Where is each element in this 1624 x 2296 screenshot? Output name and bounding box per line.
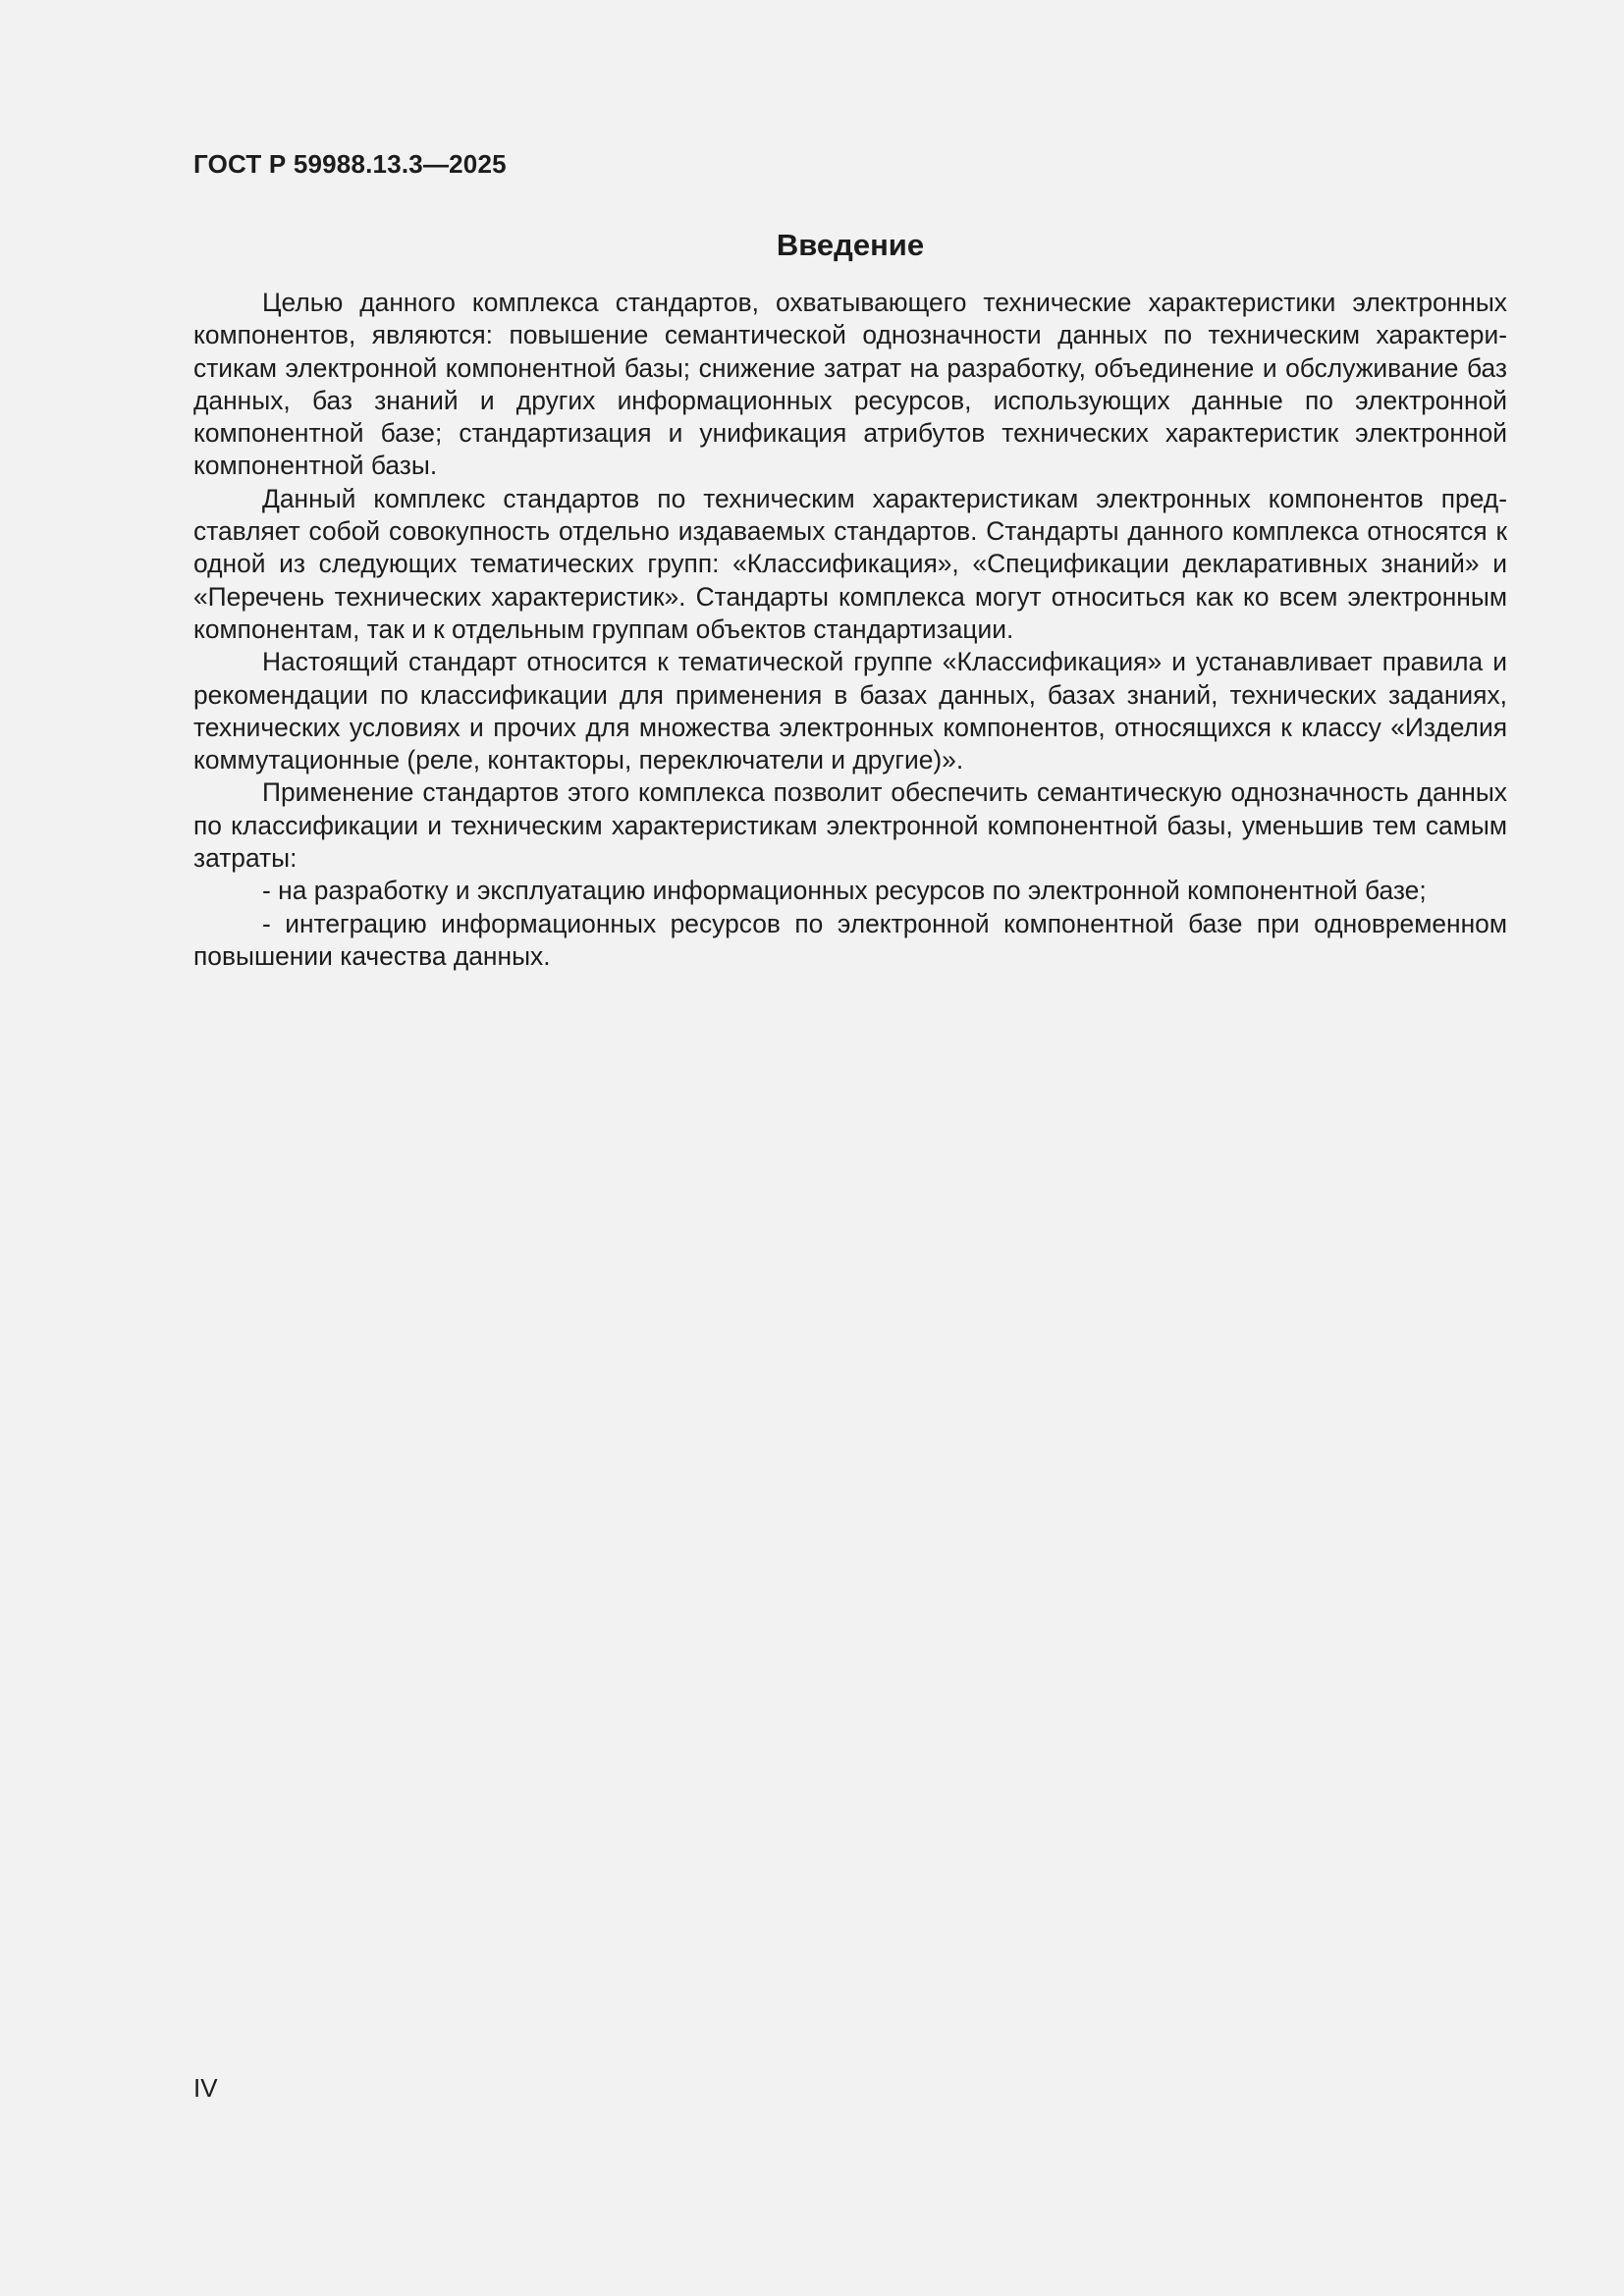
list-item: - на разработку и эксплуатацию информационных ресурсов по электронной компонентной базе;	[262, 876, 1427, 906]
paragraph: Целью данного комплекса стандартов, охватывающего технические характеристики электронных компонентов, являются: повышение семантической однозначности данных по техническим характеристикам электронной компонентной базы; снижение затрат на разработку, объединение и обслуживание баз данных, баз знаний и других информационных ресурсов, использующих данные по электронной компонентной базе; стандартизация и унификация атрибутов технических характеристик электронной компонентной базы.	[193, 288, 1507, 481]
paragraph: Данный комплекс стандартов по техническим характеристикам электронных компонентов представляет собой совокупность отдельно издаваемых стандартов. Стандарты данного комплекса относятся к одной из следующих тематических групп: «Классификация», «Спецификации декларативных знаний» и «Перечень технических характеристик». Стандарты комплекса могут относиться как ко всем электронным компонентам, так и к отдельным группам объектов стандартизации.	[193, 483, 1507, 644]
paragraph: Настоящий стандарт относится к тематической группе «Классификация» и устанавливает правила и рекомендации по классификации для применения в базах данных, базах знаний, технических заданиях, технических условиях и прочих для множества электронных компонентов, относящихся к классу «Изделия коммутационные (реле, контакторы, переключатели и другие)».	[193, 647, 1507, 775]
document-designation: ГОСТ Р 59988.13.3—2025	[193, 149, 507, 179]
section-title: Введение	[776, 228, 925, 262]
paragraph: Применение стандартов этого комплекса позволит обеспечить семантическую однозначность данных по классификации и техническим характеристикам электронной компонентной базы, уменьшив тем самым затраты:	[193, 777, 1507, 874]
document-body	[193, 287, 1507, 973]
list-item: - интеграцию информационных ресурсов по электронной компонентной базе при одновременном повышении качества данных.	[193, 908, 1507, 971]
page-number: IV	[193, 2073, 218, 2103]
